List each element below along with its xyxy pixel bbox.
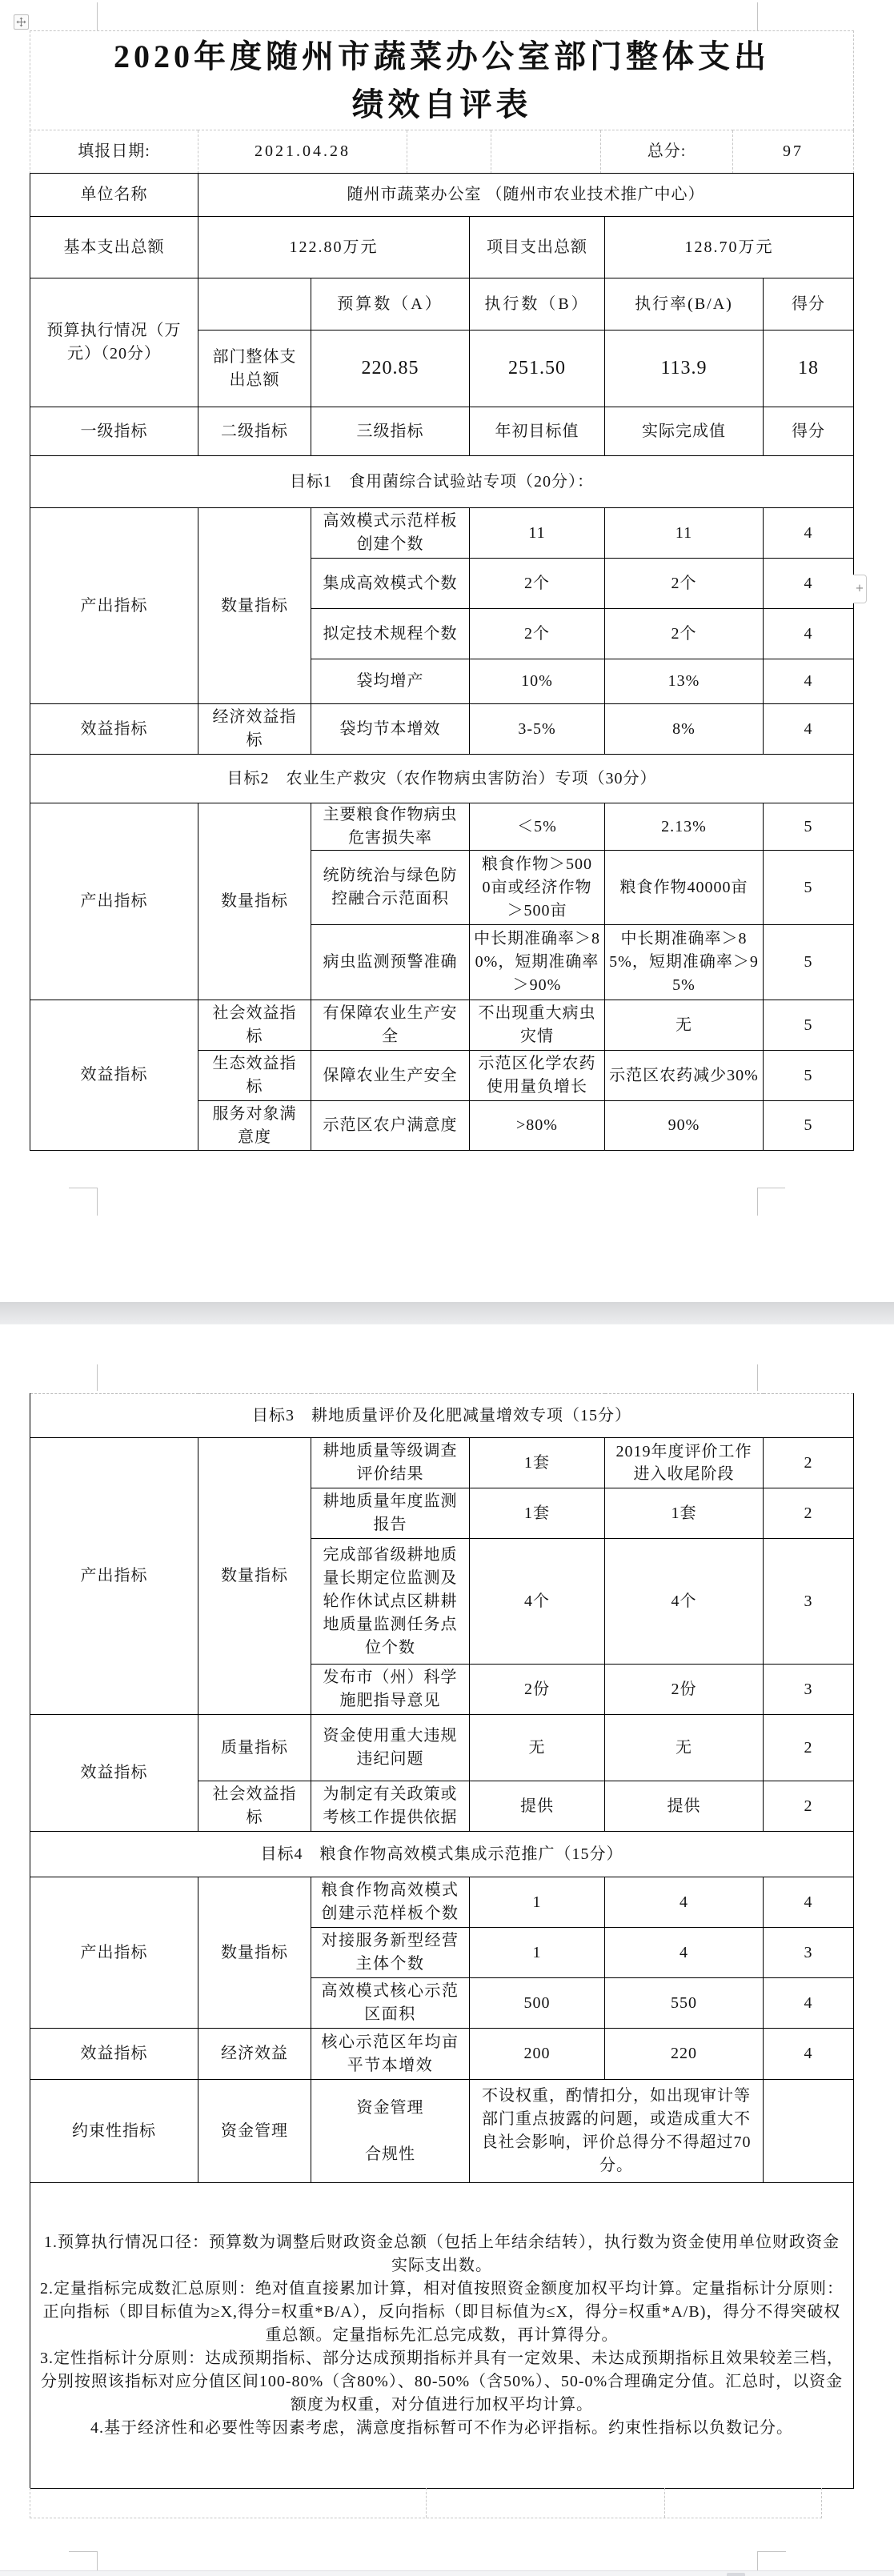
- target-value: 4个: [470, 1539, 605, 1665]
- target-value: 1: [470, 1877, 605, 1928]
- notes-cell: [30, 2183, 854, 2489]
- project-expenditure-label: 项目支出总额: [470, 217, 605, 278]
- actual-value: 4: [605, 1877, 764, 1928]
- fill-date-label: 填报日期:: [30, 130, 198, 174]
- effect-level2: 质量指标: [198, 1715, 311, 1781]
- score-value: 4: [764, 508, 854, 559]
- target-value: 2个: [470, 559, 605, 609]
- target-value: 10%: [470, 659, 605, 704]
- constraint-indicator-line-1: 资金管理: [356, 2099, 424, 2117]
- constraint-row: [30, 2080, 854, 2183]
- executed-amount-value: 251.50: [470, 331, 605, 407]
- target-value: 中长期准确率＞80%，短期准确率＞90%: [470, 925, 605, 1000]
- goal-4-output-level1: 产出指标: [30, 1877, 198, 2029]
- performance-table-page-1: [30, 173, 854, 1151]
- target-value: 提供: [470, 1781, 605, 1832]
- header-level1: 一级指标: [30, 407, 198, 456]
- constraint-level2: 资金管理: [198, 2080, 311, 2183]
- target-value: 2份: [470, 1665, 605, 1715]
- goal-3-output-level2: 数量指标: [198, 1438, 311, 1715]
- score-value: 4: [764, 659, 854, 704]
- actual-value: 550: [605, 1978, 764, 2029]
- score-value: 5: [764, 1101, 854, 1151]
- goal-2-title-row: [30, 755, 854, 803]
- budget-header-row: [30, 278, 854, 331]
- title-line-1: 2020年度随州市蔬菜办公室部门整体支出: [114, 38, 771, 74]
- actual-value: 中长期准确率＞85%，短期准确率＞95%: [605, 925, 764, 1000]
- actual-value: 90%: [605, 1101, 764, 1151]
- actual-value: 11: [605, 508, 764, 559]
- indicator-name: 核心示范区年均亩平节本增效: [311, 2029, 470, 2080]
- crop-mark-bottom-left: [97, 2551, 98, 2570]
- score-value: 4: [764, 704, 854, 755]
- move-arrows-icon: [16, 17, 26, 27]
- goal-3-effect-level1: 效益指标: [30, 1715, 198, 1832]
- crop-mark-top-left: [97, 2, 98, 30]
- constraint-indicator-line-2: 合规性: [365, 2145, 415, 2163]
- constraint-score: [764, 2080, 854, 2183]
- empty-cell: [491, 130, 601, 174]
- gridline-divider: [664, 2488, 665, 2518]
- title-line-2: 绩效自评表: [351, 86, 532, 122]
- fill-date-value: 2021.04.28: [198, 130, 407, 174]
- target-value: 200: [470, 2029, 605, 2080]
- score-value: 5: [764, 1051, 854, 1101]
- table-row: [30, 704, 854, 755]
- indicator-name: 有保障农业生产安全: [311, 1000, 470, 1051]
- empty-gridline-row: [30, 2488, 822, 2518]
- constraint-description: 不设权重，酌情扣分，如出现审计等部门重点披露的问题，或造成重大不良社会影响，评价总得分不得超过70分。: [470, 2080, 764, 2183]
- score-value: 4: [764, 1877, 854, 1928]
- crop-mark-bottom-right: [757, 1188, 758, 1216]
- empty-cell: [198, 278, 311, 331]
- score-value: 4: [764, 609, 854, 659]
- actual-value: 4: [605, 1928, 764, 1978]
- crop-mark-top-left: [97, 1364, 98, 1391]
- crop-mark-bottom-right: [757, 2551, 758, 2570]
- indicator-name: 耕地质量年度监测报告: [311, 1488, 470, 1539]
- goal-2-effect-level1: 效益指标: [30, 1000, 198, 1151]
- indicator-name: 高效模式示范样板创建个数: [311, 508, 470, 559]
- crop-mark-bottom-right: [757, 2551, 786, 2552]
- target-value: 3-5%: [470, 704, 605, 755]
- page-separator: [0, 1302, 894, 1324]
- indicator-name: 袋均节本增效: [311, 704, 470, 755]
- total-score-label: 总分:: [601, 130, 733, 174]
- execution-rate-value: 113.9: [605, 331, 764, 407]
- crop-mark-top-right: [757, 1364, 758, 1391]
- indicator-name: 粮食作物高效模式创建示范样板个数: [311, 1877, 470, 1928]
- indicator-name: 统防统治与绿色防控融合示范面积: [311, 851, 470, 925]
- title-row: [30, 31, 854, 130]
- document-title: [30, 31, 854, 130]
- target-value: 无: [470, 1715, 605, 1781]
- empty-cell: [407, 130, 491, 174]
- indicator-name: 为制定有关政策或考核工作提供依据: [311, 1781, 470, 1832]
- budget-amount-header: 预算数（A）: [311, 278, 470, 331]
- performance-table-page-2: [30, 1393, 854, 2489]
- goal-4-title-row: [30, 1832, 854, 1877]
- score-value: 2: [764, 1438, 854, 1488]
- indicator-name: 病虫监测预警准确: [311, 925, 470, 1000]
- note-item: 4.基于经济性和必要性等因素考虑，满意度指标暂可不作为必评指标。约束性指标以负数记分。: [90, 2419, 793, 2437]
- bottom-scroll-area: [0, 2570, 894, 2576]
- actual-value: 2个: [605, 609, 764, 659]
- unit-name-value: 随州市蔬菜办公室 （随州市农业技术推广中心）: [198, 174, 854, 217]
- header-target: 年初目标值: [470, 407, 605, 456]
- budget-score-header: 得分: [764, 278, 854, 331]
- budget-row-label: 部门整体支出总额: [198, 331, 311, 407]
- indicator-name: 发布市（州）科学施肥指导意见: [311, 1665, 470, 1715]
- actual-value: 1套: [605, 1488, 764, 1539]
- table-row: [30, 1438, 854, 1488]
- goal-1-output-level1: 产出指标: [30, 508, 198, 704]
- crop-mark-bottom-left: [97, 1188, 98, 1216]
- budget-execution-label: 预算执行情况（万元）（20分）: [30, 278, 198, 407]
- target-value: 1套: [470, 1488, 605, 1539]
- basic-expenditure-label: 基本支出总额: [30, 217, 198, 278]
- goal-2-output-level2: 数量指标: [198, 803, 311, 1000]
- actual-value: 无: [605, 1000, 764, 1051]
- indicator-name: 保障农业生产安全: [311, 1051, 470, 1101]
- score-value: 5: [764, 803, 854, 851]
- effect-level2: 服务对象满意度: [198, 1101, 311, 1151]
- score-value: 5: [764, 851, 854, 925]
- expenditure-row: [30, 217, 854, 278]
- indicator-name: 高效模式核心示范区面积: [311, 1978, 470, 2029]
- score-value: 3: [764, 1928, 854, 1978]
- indicator-name: 主要粮食作物病虫危害损失率: [311, 803, 470, 851]
- score-value: 4: [764, 2029, 854, 2080]
- actual-value: 2.13%: [605, 803, 764, 851]
- target-value: 粮食作物＞5000亩或经济作物＞500亩: [470, 851, 605, 925]
- indicator-name: 袋均增产: [311, 659, 470, 704]
- header-actual: 实际完成值: [605, 407, 764, 456]
- add-row-button[interactable]: +: [853, 575, 867, 603]
- effect-level2: 生态效益指标: [198, 1051, 311, 1101]
- table-row: [30, 803, 854, 851]
- goal-3-title: 目标3 耕地质量评价及化肥减量增效专项（15分）: [30, 1394, 854, 1438]
- note-item: 1.预算执行情况口径：预算数为调整后财政资金总额（包括上年结余结转），执行数为资金使用单位财政资金实际支出数。: [44, 2233, 840, 2274]
- table-move-handle[interactable]: [14, 14, 29, 30]
- actual-value: 无: [605, 1715, 764, 1781]
- header-level3: 三级指标: [311, 407, 470, 456]
- actual-value: 13%: [605, 659, 764, 704]
- indicator-name: 对接服务新型经营主体个数: [311, 1928, 470, 1978]
- score-value: 2: [764, 1781, 854, 1832]
- project-expenditure-value: 128.70万元: [605, 217, 854, 278]
- target-value: 500: [470, 1978, 605, 2029]
- indicator-name: 耕地质量等级调查评价结果: [311, 1438, 470, 1488]
- indicator-name: 集成高效模式个数: [311, 559, 470, 609]
- goal-1-title-row: [30, 456, 854, 508]
- goal-1-output-level2: 数量指标: [198, 508, 311, 704]
- title-block: [30, 30, 854, 174]
- notes-row: [30, 2183, 854, 2489]
- score-value: 3: [764, 1539, 854, 1665]
- unit-row: [30, 174, 854, 217]
- table-row: [30, 1877, 854, 1928]
- header-level2: 二级指标: [198, 407, 311, 456]
- table-row: [30, 1000, 854, 1051]
- goal-1-effect-level1: 效益指标: [30, 704, 198, 755]
- target-value: 11: [470, 508, 605, 559]
- indicator-name: 拟定技术规程个数: [311, 609, 470, 659]
- scrollbar-thumb[interactable]: [727, 2573, 745, 2576]
- target-value: 示范区化学农药使用量负增长: [470, 1051, 605, 1101]
- indicator-header-row: [30, 407, 854, 456]
- budget-score-value: 18: [764, 331, 854, 407]
- execution-rate-header: 执行率(B/A): [605, 278, 764, 331]
- target-value: 不出现重大病虫灾情: [470, 1000, 605, 1051]
- goal-2-output-level1: 产出指标: [30, 803, 198, 1000]
- actual-value: 2份: [605, 1665, 764, 1715]
- score-value: 2: [764, 1488, 854, 1539]
- target-value: 1: [470, 1928, 605, 1978]
- note-item: 2.定量指标完成数汇总原则：绝对值直接累加计算，相对值按照资金额度加权平均计算。定量指标计分原则：正向指标（即目标值为≥X,得分=权重*B/A），反向指标（即目标值为≤X，得分=权重*A/B)，得分不得突破权重总额。定量指标先汇总完成数，再计算得分。: [40, 2280, 844, 2344]
- score-value: 5: [764, 1000, 854, 1051]
- score-value: 2: [764, 1715, 854, 1781]
- goal-4-effect-level1: 效益指标: [30, 2029, 198, 2080]
- effect-level2: 社会效益指标: [198, 1781, 311, 1832]
- goal-4-output-level2: 数量指标: [198, 1877, 311, 2029]
- indicator-name: 完成部省级耕地质量长期定位监测及轮作休试点区耕耕地质量监测任务点位个数: [311, 1539, 470, 1665]
- actual-value: 2个: [605, 559, 764, 609]
- target-value: ＜5%: [470, 803, 605, 851]
- unit-name-label: 单位名称: [30, 174, 198, 217]
- constraint-level1: 约束性指标: [30, 2080, 198, 2183]
- actual-value: 4个: [605, 1539, 764, 1665]
- crop-mark-bottom-left: [69, 2551, 97, 2552]
- goal-3-output-level1: 产出指标: [30, 1438, 198, 1715]
- effect-level2: 经济效益指标: [198, 704, 311, 755]
- score-value: 4: [764, 1978, 854, 2029]
- actual-value: 粮食作物40000亩: [605, 851, 764, 925]
- fill-date-row: [30, 130, 854, 174]
- target-value: 1套: [470, 1438, 605, 1488]
- actual-value: 示范区农药减少30%: [605, 1051, 764, 1101]
- goal-3-title-row: [30, 1394, 854, 1438]
- note-item: 3.定性指标计分原则：达成预期指标、部分达成预期指标并具有一定效果、未达成预期指标且效果较差三档，分别按照该指标对应分值区间100-80%（含80%）、80-50%（含50%）、50-0%合理确定分值。汇总时，以资金额度为权重，对分值进行加权平均计算。: [40, 2350, 844, 2414]
- effect-level2: 社会效益指标: [198, 1000, 311, 1051]
- header-score: 得分: [764, 407, 854, 456]
- actual-value: 220: [605, 2029, 764, 2080]
- actual-value: 2019年度评价工作进入收尾阶段: [605, 1438, 764, 1488]
- total-score-value: 97: [733, 130, 854, 174]
- target-value: >80%: [470, 1101, 605, 1151]
- table-row: [30, 2029, 854, 2080]
- goal-2-title: 目标2 农业生产救灾（农作物病虫害防治）专项（30分）: [30, 755, 854, 803]
- crop-mark-top-right: [757, 2, 758, 30]
- target-value: 2个: [470, 609, 605, 659]
- goal-4-title: 目标4 粮食作物高效模式集成示范推广（15分）: [30, 1832, 854, 1877]
- budget-amount-value: 220.85: [311, 331, 470, 407]
- gridline-divider: [426, 2488, 427, 2518]
- constraint-indicator: [311, 2080, 470, 2183]
- indicator-name: 资金使用重大违规违纪问题: [311, 1715, 470, 1781]
- effect-level2: 经济效益: [198, 2029, 311, 2080]
- score-value: 5: [764, 925, 854, 1000]
- score-value: 3: [764, 1665, 854, 1715]
- basic-expenditure-value: 122.80万元: [198, 217, 470, 278]
- score-value: 4: [764, 559, 854, 609]
- goal-1-title: 目标1 食用菌综合试验站专项（20分）：: [30, 456, 854, 508]
- table-row: [30, 508, 854, 559]
- executed-amount-header: 执行数（B）: [470, 278, 605, 331]
- table-row: [30, 1715, 854, 1781]
- actual-value: 8%: [605, 704, 764, 755]
- actual-value: 提供: [605, 1781, 764, 1832]
- indicator-name: 示范区农户满意度: [311, 1101, 470, 1151]
